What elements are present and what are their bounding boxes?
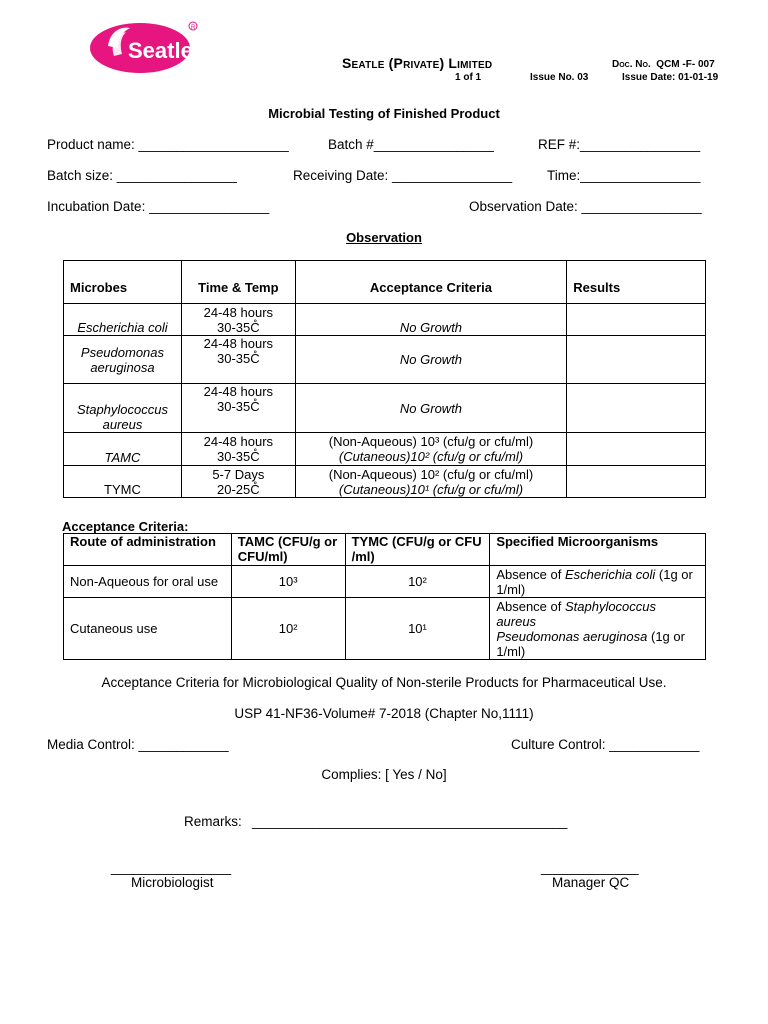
observation-heading: Observation: [346, 230, 422, 245]
table-row: [64, 598, 706, 660]
remarks-label: Remarks:: [184, 814, 242, 829]
time-temp-cell: 24-48 hours 30-35C̊: [181, 433, 295, 466]
microbe-cell: Escherichia coli: [64, 304, 182, 336]
result-cell: [567, 304, 706, 336]
table-header-row: [64, 261, 706, 304]
criteria-cell: No Growth: [295, 304, 566, 336]
result-cell: [567, 336, 706, 384]
usp-reference: USP 41-NF36-Volume# 7-2018 (Chapter No,1111): [234, 706, 534, 721]
column-header: Microbes: [64, 261, 182, 304]
column-header: Time & Temp: [181, 261, 295, 304]
acceptance-criteria-table: [63, 533, 706, 660]
microbe-cell: TAMC: [64, 433, 182, 466]
column-header: TYMC (CFU/g or CFU /ml): [345, 534, 490, 566]
microbe-cell: TYMC: [64, 466, 182, 498]
route-cell: Cutaneous use: [64, 598, 232, 660]
time-field: Time:________________: [547, 168, 701, 183]
ref-field: REF #:________________: [538, 137, 701, 152]
column-header: Route of administration: [64, 534, 232, 566]
table-row: [64, 466, 706, 498]
document-title: Microbial Testing of Finished Product: [268, 106, 500, 121]
time-temp-cell: 24-48 hours 30-35C̊: [181, 336, 295, 384]
remarks-line: __________________________________________: [252, 814, 568, 829]
batch-field: Batch #________________: [328, 137, 494, 152]
result-cell: [567, 466, 706, 498]
result-cell: [567, 384, 706, 433]
tamc-cell: 10³: [231, 566, 345, 598]
acceptance-note: Acceptance Criteria for Microbiological Quality of Non-sterile Products for Pharmaceutical Use.: [101, 675, 667, 690]
tymc-cell: 10²: [345, 566, 490, 598]
criteria-cell: (Non-Aqueous) 10³ (cfu/g or cfu/ml) (Cutaneous)10² (cfu/g or cfu/ml): [295, 433, 566, 466]
table-row: [64, 384, 706, 433]
column-header: Acceptance Criteria: [295, 261, 566, 304]
time-temp-cell: 24-48 hours 30-35C̊: [181, 384, 295, 433]
batch-size-field: Batch size: ________________: [47, 168, 237, 183]
company-name: Seatle (Private) Limited: [342, 55, 493, 71]
time-temp-cell: 5-7 Days 20-25C̊: [181, 466, 295, 498]
column-header: Specified Microorganisms: [490, 534, 706, 566]
column-header: TAMC (CFU/g or CFU/ml): [231, 534, 345, 566]
criteria-cell: No Growth: [295, 336, 566, 384]
tamc-cell: 10²: [231, 598, 345, 660]
criteria-cell: (Non-Aqueous) 10² (cfu/g or cfu/ml) (Cutaneous)10¹ (cfu/g or cfu/ml): [295, 466, 566, 498]
media-control-field: Media Control: ____________: [47, 737, 229, 752]
specified-cell: Absence of Escherichia coli (1g or 1/ml): [490, 566, 706, 598]
issue-date: Issue Date: 01-01-19: [622, 72, 719, 83]
receiving-date-field: Receiving Date: ________________: [293, 168, 513, 183]
microbe-cell: Pseudomonas aeruginosa: [64, 336, 182, 384]
signature-line-left: ________________: [111, 860, 232, 875]
specified-cell: Absence of Staphylococcus aureus Pseudomonas aeruginosa (1g or 1/ml): [490, 598, 706, 660]
incubation-date-field: Incubation Date: ________________: [47, 199, 270, 214]
svg-text:R: R: [191, 25, 196, 31]
observation-table: [63, 260, 706, 498]
observation-date-field: Observation Date: ________________: [469, 199, 702, 214]
table-row: [64, 304, 706, 336]
table-row: [64, 433, 706, 466]
acceptance-criteria-label: Acceptance Criteria:: [62, 519, 189, 534]
criteria-cell: No Growth: [295, 384, 566, 433]
issue-number: Issue No. 03: [530, 72, 589, 83]
complies-field: Complies: [ Yes / No]: [321, 767, 447, 782]
tymc-cell: 10¹: [345, 598, 490, 660]
table-row: [64, 566, 706, 598]
doc-number: Doc. No. QCM -F- 007: [612, 59, 715, 70]
result-cell: [567, 433, 706, 466]
route-cell: Non-Aqueous for oral use: [64, 566, 232, 598]
svg-text:Seatle: Seatle: [128, 38, 193, 63]
time-temp-cell: 24-48 hours 30-35C̊: [181, 304, 295, 336]
microbiologist-label: Microbiologist: [131, 875, 214, 890]
product-name-field: Product name: ____________________: [47, 137, 289, 152]
seatle-logo: [90, 18, 202, 76]
culture-control-field: Culture Control: ____________: [511, 737, 700, 752]
column-header: Results: [567, 261, 706, 304]
page-number: 1 of 1: [455, 72, 482, 83]
microbe-cell: Staphylococcus aureus: [64, 384, 182, 433]
manager-qc-label: Manager QC: [552, 875, 630, 890]
table-row: [64, 336, 706, 384]
table-header-row: [64, 534, 706, 566]
signature-line-right: _____________: [541, 860, 639, 875]
